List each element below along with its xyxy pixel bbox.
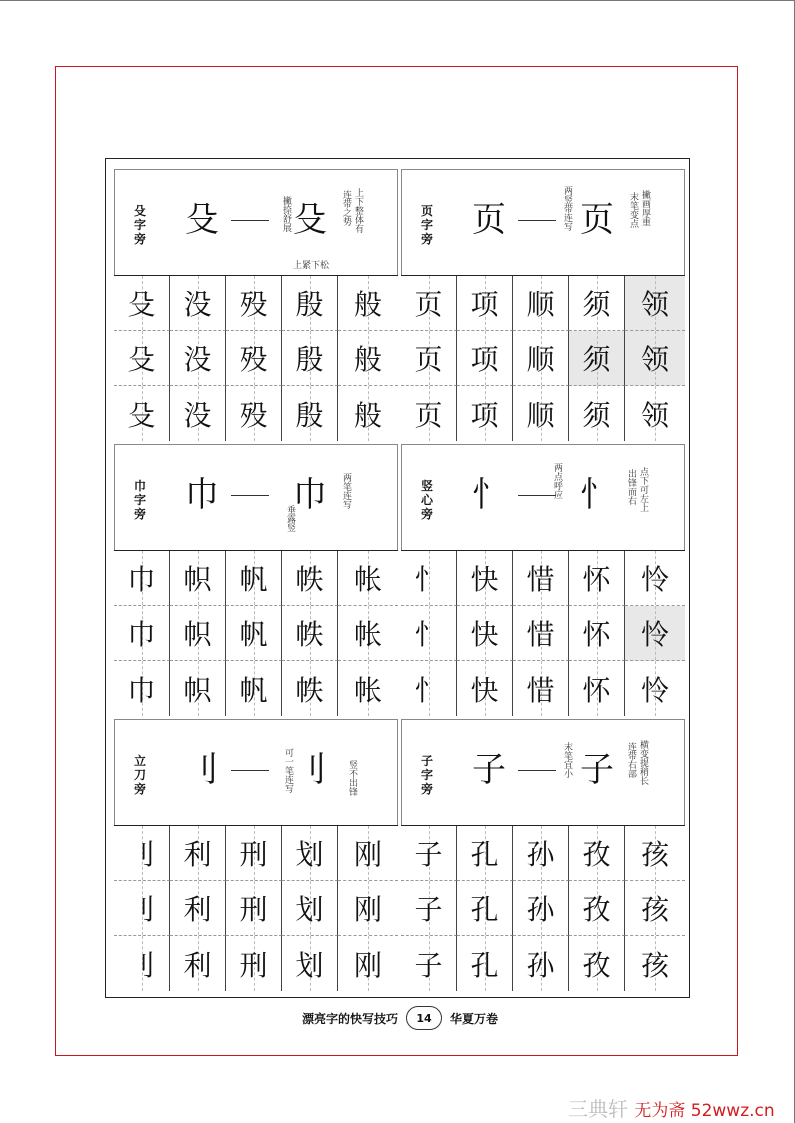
note: 两点呼应 (552, 463, 562, 499)
demo-fast-char: 刂 (293, 750, 327, 790)
grid-cell: 没 (170, 331, 226, 386)
demo-standard-char: 巾 (185, 475, 219, 515)
quadrant-shuxin (401, 444, 685, 716)
grid-cell: 领 (625, 276, 685, 331)
grid-cell: 项 (457, 331, 513, 386)
grid-cell: 怀 (569, 551, 625, 606)
note: 横变提稍长 (638, 740, 648, 785)
transform-arrow (231, 495, 269, 496)
page-number: 14 (406, 1006, 442, 1030)
demo-standard-char: 子 (472, 750, 506, 790)
grid-cell: 殁 (226, 276, 282, 331)
note: 连带之势 (341, 190, 351, 226)
grid-cell: 怀 (569, 606, 625, 661)
grid-cell: 殳 (114, 276, 170, 331)
grid-cell: 孜 (569, 881, 625, 936)
grid-cell: 领 (625, 386, 685, 441)
grid-cell: 殳 (114, 386, 170, 441)
practice-grid (401, 550, 685, 716)
quadrant-header (114, 444, 398, 550)
demo-fast-char: 子 (580, 750, 614, 790)
grid-cell: 页 (401, 386, 457, 441)
grid-cell: 帜 (170, 551, 226, 606)
note: 撇画厚重 (640, 190, 650, 226)
grid-cell: 刑 (226, 936, 282, 991)
grid-cell: 刂 (114, 881, 170, 936)
grid-cell: 子 (401, 826, 457, 881)
grid-cell: 刚 (338, 936, 398, 991)
grid-cell: 帙 (282, 661, 338, 716)
grid-cell: 巾 (114, 551, 170, 606)
radical-label: 殳字旁 (133, 204, 146, 246)
grid-cell: 页 (401, 331, 457, 386)
note: 垂露竖 (285, 505, 295, 532)
grid-cell: 帆 (226, 551, 282, 606)
grid-cell: 孔 (457, 826, 513, 881)
grid-cell: 孩 (625, 881, 685, 936)
page-footer (230, 1006, 570, 1030)
quadrant-shu (114, 169, 398, 441)
demo-standard-char: 殳 (185, 200, 219, 240)
quadrant-lidao (114, 719, 398, 991)
grid-cell: 殁 (226, 386, 282, 441)
grid-cell: 快 (457, 661, 513, 716)
grid-cell: 殷 (282, 331, 338, 386)
note: 点下可左上 (638, 467, 648, 512)
grid-cell: 顺 (513, 331, 569, 386)
grid-cell: 惜 (513, 606, 569, 661)
grid-cell: 怜 (625, 661, 685, 716)
note: 出锋而右 (626, 469, 636, 505)
grid-cell: 刑 (226, 826, 282, 881)
demo-standard-char: 页 (472, 200, 506, 240)
grid-cell: 帙 (282, 606, 338, 661)
demo-fast-char: 殳 (293, 200, 327, 240)
watermark-text: 三典轩 (568, 1097, 628, 1121)
grid-cell: 怜 (625, 606, 685, 661)
grid-cell: 顺 (513, 386, 569, 441)
practice-grid (114, 275, 398, 441)
note: 两竖带连写 (562, 186, 572, 231)
grid-cell: 忄 (401, 661, 457, 716)
grid-cell: 般 (338, 386, 398, 441)
radical-label: 立刀旁 (133, 754, 146, 796)
practice-grid (401, 825, 685, 991)
watermark (568, 1093, 775, 1122)
transform-arrow (231, 220, 269, 221)
grid-cell: 利 (170, 936, 226, 991)
grid-cell: 殳 (114, 331, 170, 386)
grid-cell: 顺 (513, 276, 569, 331)
radical-label: 子字旁 (420, 754, 433, 796)
grid-cell: 划 (282, 826, 338, 881)
grid-cell: 子 (401, 936, 457, 991)
grid-cell: 怀 (569, 661, 625, 716)
radical-label: 巾字旁 (133, 479, 146, 521)
grid-cell: 般 (338, 331, 398, 386)
quadrant-header (401, 169, 685, 275)
grid-cell: 没 (170, 386, 226, 441)
radical-label: 竖心旁 (420, 479, 433, 521)
grid-cell: 惜 (513, 661, 569, 716)
grid-cell: 利 (170, 826, 226, 881)
grid-cell: 帐 (338, 661, 398, 716)
grid-cell: 孔 (457, 936, 513, 991)
demo-standard-char: 刂 (185, 750, 219, 790)
grid-cell: 孙 (513, 936, 569, 991)
grid-cell: 孔 (457, 881, 513, 936)
publisher-name: 华夏万卷 (450, 1011, 499, 1026)
grid-cell: 帜 (170, 606, 226, 661)
grid-cell: 帙 (282, 551, 338, 606)
grid-cell: 帆 (226, 606, 282, 661)
grid-cell: 巾 (114, 661, 170, 716)
grid-cell: 没 (170, 276, 226, 331)
page-top-edge (0, 0, 795, 1)
note: 两笔连写 (341, 473, 351, 509)
note: 末笔变点 (628, 192, 638, 228)
quadrant-header (401, 719, 685, 825)
grid-cell: 孩 (625, 936, 685, 991)
grid-cell: 孩 (625, 826, 685, 881)
grid-cell: 刑 (226, 881, 282, 936)
grid-cell: 快 (457, 606, 513, 661)
note: 连带右部 (626, 742, 636, 778)
practice-grid (401, 275, 685, 441)
grid-cell: 帜 (170, 661, 226, 716)
practice-sheet (105, 158, 690, 998)
transform-arrow (231, 770, 269, 771)
grid-cell: 利 (170, 881, 226, 936)
quadrant-jin (114, 444, 398, 716)
demo-fast-char: 巾 (293, 475, 327, 515)
quadrant-header (114, 169, 398, 275)
note: 竖不出锋 (347, 760, 357, 796)
quadrant-header (401, 444, 685, 550)
grid-cell: 刚 (338, 826, 398, 881)
note: 撇捺舒展 (281, 196, 291, 232)
grid-cell: 须 (569, 331, 625, 386)
grid-cell: 刚 (338, 881, 398, 936)
grid-cell: 领 (625, 331, 685, 386)
note-bottom: 上紧下松 (293, 261, 330, 271)
quadrant-header (114, 719, 398, 825)
demo-standard-char: 忄 (472, 475, 506, 515)
grid-cell: 子 (401, 881, 457, 936)
quadrant-ye (401, 169, 685, 441)
grid-cell: 须 (569, 276, 625, 331)
grid-cell: 须 (569, 386, 625, 441)
demo-fast-char: 忄 (580, 475, 614, 515)
transform-arrow (518, 495, 556, 496)
quadrant-zi (401, 719, 685, 991)
grid-cell: 殁 (226, 331, 282, 386)
grid-cell: 惜 (513, 551, 569, 606)
grid-cell: 页 (401, 276, 457, 331)
grid-cell: 快 (457, 551, 513, 606)
grid-cell: 孙 (513, 881, 569, 936)
grid-cell: 忄 (401, 606, 457, 661)
grid-cell: 殷 (282, 276, 338, 331)
grid-cell: 划 (282, 881, 338, 936)
grid-cell: 忄 (401, 551, 457, 606)
transform-arrow (518, 220, 556, 221)
demo-fast-char: 页 (580, 200, 614, 240)
grid-cell: 孜 (569, 826, 625, 881)
grid-cell: 帆 (226, 661, 282, 716)
grid-cell: 巾 (114, 606, 170, 661)
book-title: 漂亮字的快写技巧 (301, 1011, 398, 1026)
transform-arrow (518, 770, 556, 771)
grid-cell: 帐 (338, 606, 398, 661)
note: 可一笔连写 (283, 748, 293, 793)
grid-cell: 项 (457, 386, 513, 441)
grid-cell: 殷 (282, 386, 338, 441)
grid-cell: 孙 (513, 826, 569, 881)
grid-cell: 怜 (625, 551, 685, 606)
grid-cell: 帐 (338, 551, 398, 606)
grid-cell: 孜 (569, 936, 625, 991)
radical-label: 页字旁 (420, 204, 433, 246)
grid-cell: 般 (338, 276, 398, 331)
grid-cell: 划 (282, 936, 338, 991)
grid-cell: 刂 (114, 826, 170, 881)
watermark-site: 无为斋 52wwz.cn (634, 1101, 775, 1121)
practice-grid (114, 550, 398, 716)
grid-cell: 刂 (114, 936, 170, 991)
grid-cell: 项 (457, 276, 513, 331)
practice-grid (114, 825, 398, 991)
note: 末笔宜小 (562, 742, 572, 778)
note: 上下整体有 (353, 188, 363, 233)
